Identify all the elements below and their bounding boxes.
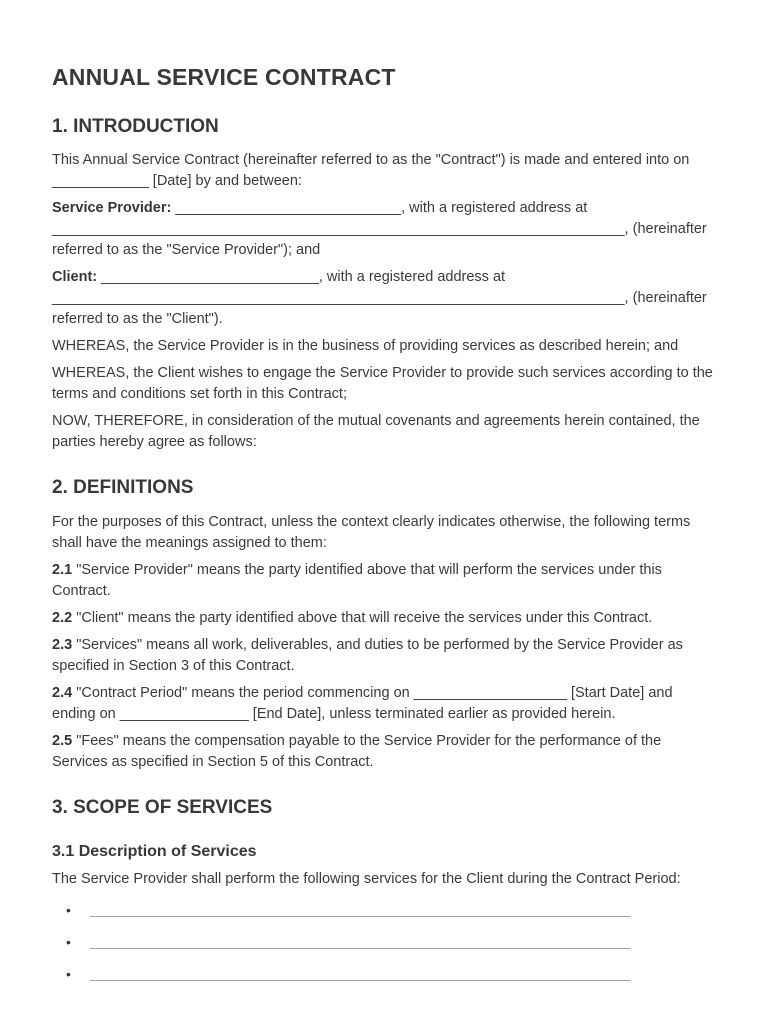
definition-number: 2.4: [52, 685, 73, 702]
definitions-opening-paragraph: For the purposes of this Contract, unless the context clearly indicates otherwise, the following terms shall have the meanings assigned to them:: [52, 514, 691, 552]
scope-opening-paragraph: The Service Provider shall perform the following services for the Client during the Contract Period:: [52, 871, 681, 888]
section-3-heading: 3. SCOPE OF SERVICES: [52, 797, 273, 819]
definition-item-2-2: [52, 608, 718, 629]
definition-item-2-4: [52, 683, 718, 725]
client-label: Client:: [52, 269, 98, 286]
definition-item-2-1: [52, 560, 718, 602]
client-text: ___________________________, with a registered address at _______________________________________________________________________, (hereinafter referred to as the "Client").: [52, 269, 707, 328]
whereas-provider-paragraph: WHEREAS, the Service Provider is in the business of providing services as described herein; and: [52, 338, 679, 355]
definition-item-2-3: [52, 635, 718, 677]
now-therefore-paragraph: NOW, THEREFORE, in consideration of the mutual covenants and agreements herein contained, the parties hereby agree as follows:: [52, 413, 700, 451]
client-paragraph: [52, 267, 718, 330]
document-title: ANNUAL SERVICE CONTRACT: [52, 64, 396, 90]
intro-opening-paragraph: This Annual Service Contract (hereinafter referred to as the "Contract") is made and entered into on ____________ [Date] by and between:: [52, 152, 690, 190]
service-provider-text: ____________________________, with a registered address at _______________________________________________________________________, (hereinafter referred to as the "Service Provider"); and: [52, 200, 707, 259]
definition-text: "Contract Period" means the period commencing on ___________________ [Start Date] and ending on ________________ [End Date], unless terminated earlier as provided herein.: [52, 685, 673, 723]
definition-number: 2.1: [52, 562, 73, 579]
service-blank-line: • ___________________________________________________________________: [66, 964, 718, 985]
whereas-client-paragraph: WHEREAS, the Client wishes to engage the Service Provider to provide such services according to the terms and conditions set forth in this Contract;: [52, 365, 713, 403]
definition-text: "Client" means the party identified above that will receive the services under this Contract.: [72, 610, 653, 627]
definition-text: "Services" means all work, deliverables, and duties to be performed by the Service Provider as specified in Section 3 of this Contract.: [52, 637, 683, 675]
services-blank-list: [52, 900, 718, 985]
service-provider-paragraph: [52, 198, 718, 261]
definition-number: 2.3: [52, 637, 73, 654]
section-1-heading: 1. INTRODUCTION: [52, 115, 219, 137]
service-blank-line: • ___________________________________________________________________: [66, 932, 718, 953]
section-3-1-subheading: 3.1 Description of Services: [52, 842, 257, 860]
definition-number: 2.2: [52, 610, 73, 627]
service-provider-label: Service Provider:: [52, 200, 172, 217]
section-2-heading: 2. DEFINITIONS: [52, 477, 194, 499]
definition-text: "Service Provider" means the party identified above that will perform the services under this Contract.: [52, 562, 662, 600]
definition-text: "Fees" means the compensation payable to the Service Provider for the performance of the Services as specified in Section 5 of this Contract.: [52, 733, 662, 771]
definition-item-2-5: [52, 731, 718, 773]
definition-number: 2.5: [52, 733, 73, 750]
service-blank-line: • ___________________________________________________________________: [66, 900, 718, 921]
